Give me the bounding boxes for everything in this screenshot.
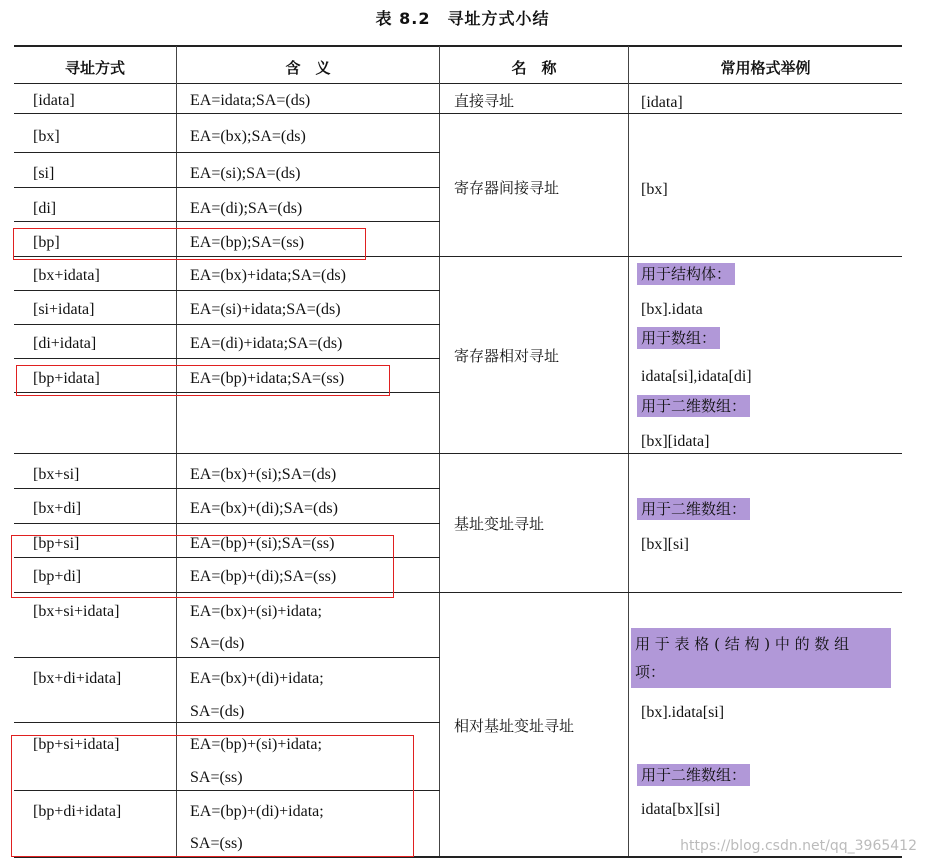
- meaning-cell: EA=(di);SA=(ds): [190, 200, 303, 217]
- addr-cell: [di+idata]: [33, 335, 97, 352]
- name-register-relative: 寄存器相对寻址: [454, 347, 560, 365]
- group-rule-1: [14, 113, 902, 114]
- meaning-cell: EA=(si);SA=(ds): [190, 165, 301, 182]
- header-meaning: 含 义: [285, 59, 331, 77]
- meaning-cell: EA=(bp)+(di);SA=(ss): [190, 568, 337, 585]
- header-rule: [14, 83, 902, 84]
- red-box-bp-si-di-idata: [11, 735, 414, 857]
- red-box-bp: [13, 228, 366, 260]
- watermark: https://blog.csdn.net/qq_3965412: [680, 838, 917, 854]
- row-rule: [14, 358, 440, 359]
- meaning-cell: EA=(bx)+idata;SA=(ds): [190, 267, 346, 284]
- meaning-cell: EA=(bp)+(si);SA=(ss): [190, 535, 335, 552]
- row-rule: [14, 722, 440, 723]
- note-struct-highlight: 用于结构体：: [637, 263, 735, 285]
- group-rule-3: [14, 453, 902, 454]
- row-rule: [14, 523, 440, 524]
- example-direct: [idata]: [641, 94, 683, 111]
- meaning-cell: EA=(di)+idata;SA=(ds): [190, 335, 343, 352]
- row-rule: [14, 152, 440, 153]
- red-box-bp-idata: [16, 365, 390, 396]
- header-name: 名 称: [511, 59, 557, 77]
- row-rule: [14, 657, 440, 658]
- addr-cell: [bp]: [33, 234, 60, 251]
- example-struct: [bx].idata: [641, 301, 703, 318]
- meaning-cell: EA=(bp)+idata;SA=(ss): [190, 370, 345, 387]
- note-table-array-line1: 用 于 表 格 ( 结 构 ) 中 的 数 组: [635, 635, 850, 653]
- note-based-2d-array-highlight: 用于二维数组：: [637, 498, 750, 520]
- addr-cell: [bx+si]: [33, 466, 80, 483]
- note-array-highlight: 用于数组：: [637, 327, 720, 349]
- meaning-cell: EA=(bx)+(si);SA=(ds): [190, 466, 337, 483]
- name-register-indirect: 寄存器间接寻址: [454, 179, 560, 197]
- col-sep-3: [628, 46, 629, 856]
- row-rule: [14, 324, 440, 325]
- addr-cell: [bx+idata]: [33, 267, 100, 284]
- row-rule: [14, 221, 440, 222]
- addr-cell: [bx]: [33, 128, 60, 145]
- note-table-array-highlight: [631, 628, 891, 688]
- name-base-index: 基址变址寻址: [454, 515, 545, 533]
- row-rule: [14, 187, 440, 188]
- example-rb-2d-array: idata[bx][si]: [641, 801, 721, 818]
- meaning-cell: EA=(bp)+(di)+idata;: [190, 803, 324, 820]
- meaning-cell-line2: SA=(ds): [190, 635, 245, 652]
- addr-cell: [bp+di+idata]: [33, 803, 122, 820]
- table-caption: 表 8.2 寻址方式小结: [375, 9, 550, 28]
- meaning-cell: EA=(bx)+(di)+idata;: [190, 670, 324, 687]
- addr-cell: [bp+di]: [33, 568, 82, 585]
- meaning-cell: EA=(bp);SA=(ss): [190, 234, 305, 251]
- meaning-cell-line2: SA=(ss): [190, 835, 243, 852]
- header-example: 常用格式举例: [720, 59, 811, 77]
- col-sep-2: [439, 46, 440, 856]
- addr-cell: [bx+si+idata]: [33, 603, 120, 620]
- name-direct: 直接寻址: [454, 92, 515, 110]
- addr-cell: [bp+si+idata]: [33, 736, 120, 753]
- meaning-cell-line2: SA=(ds): [190, 703, 245, 720]
- addr-cell: [si+idata]: [33, 301, 95, 318]
- meaning-cell: EA=(bx)+(di);SA=(ds): [190, 500, 338, 517]
- addr-cell: [bx+di]: [33, 500, 82, 517]
- meaning-cell-line2: SA=(ss): [190, 769, 243, 786]
- example-table-array: [bx].idata[si]: [641, 704, 725, 721]
- name-relative-base-index: 相对基址变址寻址: [454, 717, 575, 735]
- addr-cell: [bp+idata]: [33, 370, 100, 387]
- row-rule: [14, 488, 440, 489]
- addr-cell: [idata]: [33, 92, 75, 109]
- header-addressing-mode: 寻址方式: [64, 59, 125, 77]
- meaning-cell: EA=(bp)+(si)+idata;: [190, 736, 322, 753]
- row-rule: [14, 290, 440, 291]
- meaning-cell: EA=(si)+idata;SA=(ds): [190, 301, 341, 318]
- meaning-cell: EA=(bx)+(si)+idata;: [190, 603, 322, 620]
- top-rule: [14, 45, 902, 47]
- note-table-array-line2: 项：: [635, 663, 666, 681]
- addr-cell: [si]: [33, 165, 55, 182]
- example-array: idata[si],idata[di]: [641, 368, 752, 385]
- note-rb-2d-array-highlight: 用于二维数组：: [637, 764, 750, 786]
- addr-cell: [di]: [33, 200, 57, 217]
- example-based-2d-array: [bx][si]: [641, 536, 689, 553]
- meaning-cell: EA=(bx);SA=(ds): [190, 128, 306, 145]
- meaning-cell: EA=idata;SA=(ds): [190, 92, 311, 109]
- red-box-bp-si-di: [11, 535, 394, 598]
- note-2d-array-highlight: 用于二维数组：: [637, 395, 750, 417]
- addr-cell: [bx+di+idata]: [33, 670, 122, 687]
- addr-cell: [bp+si]: [33, 535, 80, 552]
- example-2d-array: [bx][idata]: [641, 433, 710, 450]
- example-indirect: [bx]: [641, 181, 668, 198]
